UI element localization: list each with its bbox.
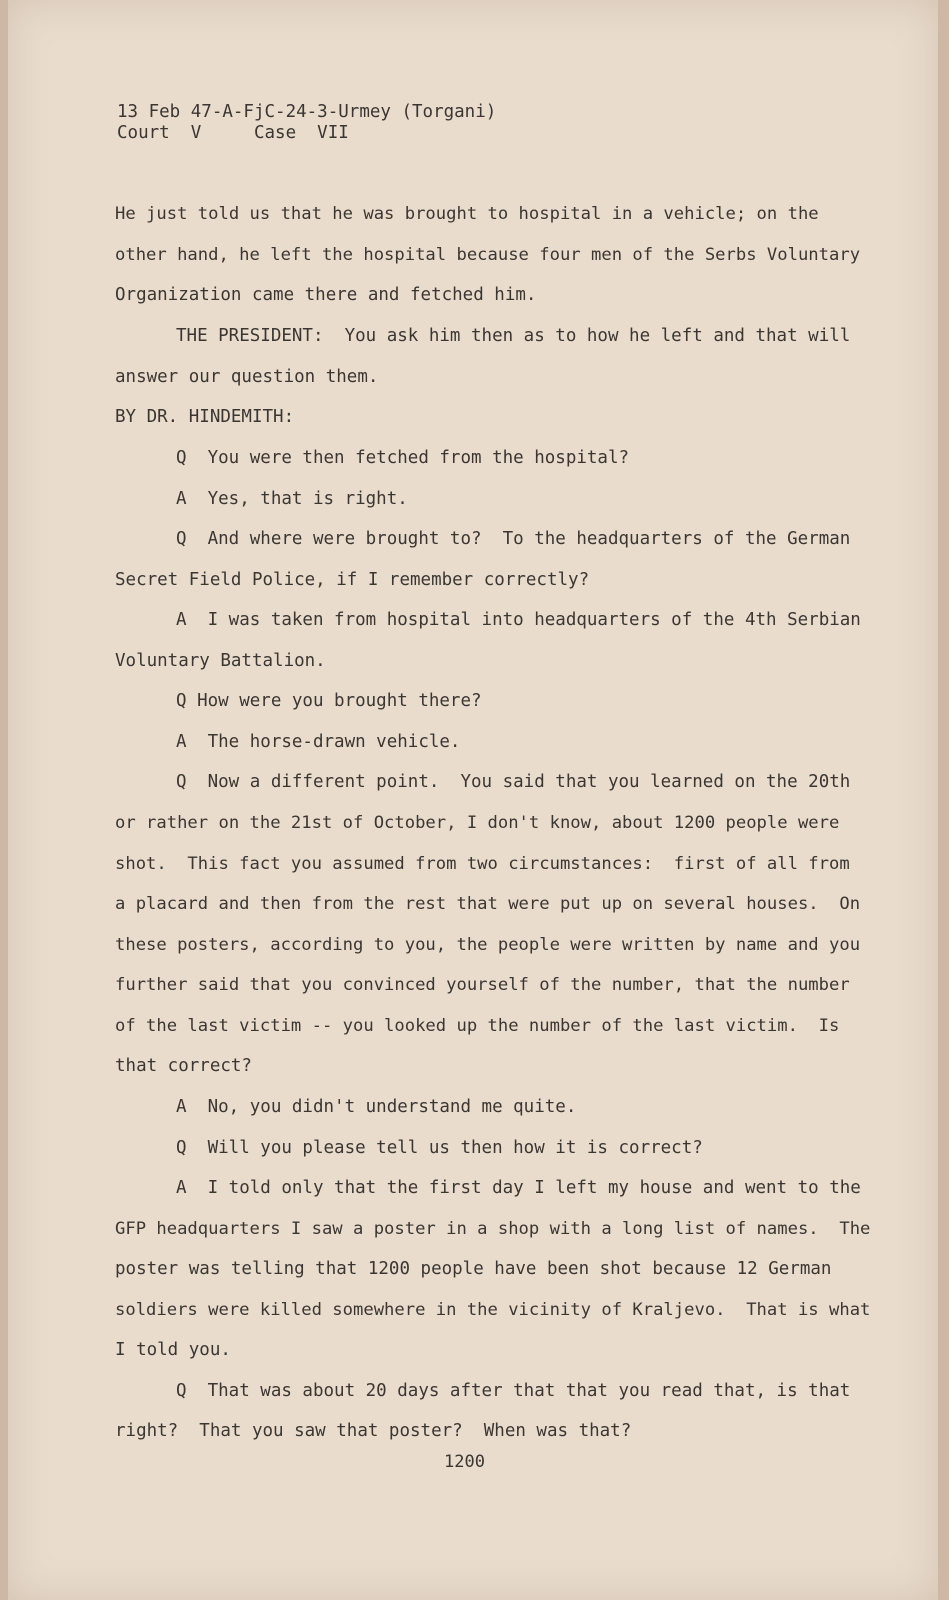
transcript-line: or rather on the 21st of October, I don't know, about 1200 people were (115, 813, 840, 833)
transcript-line: He just told us that he was brought to hospital in a vehicle; on the (115, 204, 819, 224)
transcript-line: other hand, he left the hospital because four men of the Serbs Voluntary (115, 245, 861, 265)
answer-line: A The horse-drawn vehicle. (176, 732, 461, 752)
answer-line: A I was taken from hospital into headquarters of the 4th Serbian (176, 610, 861, 630)
document-page (8, 0, 938, 1600)
speaker-heading: BY DR. HINDEMITH: (115, 407, 295, 427)
transcript-line: shot. This fact you assumed from two circumstances: first of all from (115, 854, 850, 874)
transcript-line: that correct? (115, 1056, 252, 1076)
page-number: 1200 (444, 1452, 485, 1472)
question-line: Q And where were brought to? To the headquarters of the German (176, 529, 851, 549)
transcript-line: of the last victim -- you looked up the number of the last victim. Is (115, 1016, 840, 1036)
transcript-line: Voluntary Battalion. (115, 651, 326, 671)
transcript-line: THE PRESIDENT: You ask him then as to how he left and that will (176, 326, 851, 346)
transcript-line: poster was telling that 1200 people have been shot because 12 German (115, 1259, 832, 1279)
question-line: Q How were you brought there? (176, 691, 482, 711)
transcript-line: right? That you saw that poster? When was that? (115, 1421, 632, 1441)
transcript-line: Organization came there and fetched him. (115, 285, 537, 305)
transcript-line: Secret Field Police, if I remember correctly? (115, 570, 590, 590)
transcript-line: GFP headquarters I saw a poster in a shop with a long list of names. The (115, 1219, 871, 1239)
answer-line: A Yes, that is right. (176, 489, 408, 509)
transcript-line: further said that you convinced yourself of the number, that the number (115, 975, 850, 995)
transcript-line: a placard and then from the rest that were put up on several houses. On (115, 894, 861, 914)
transcript-line: soldiers were killed somewhere in the vicinity of Kraljevo. That is what (115, 1300, 871, 1320)
question-line: Q That was about 20 days after that that you read that, is that (176, 1381, 851, 1401)
answer-line: A No, you didn't understand me quite. (176, 1097, 577, 1117)
header-line-date-reference: 13 Feb 47-A-FjC-24-3-Urmey (Torgani) (117, 102, 497, 122)
question-line: Q Now a different point. You said that you learned on the 20th (176, 772, 851, 792)
question-line: Q Will you please tell us then how it is correct? (176, 1138, 703, 1158)
transcript-line: these posters, according to you, the people were written by name and you (115, 935, 861, 955)
transcript-line: answer our question them. (115, 367, 379, 387)
transcript-line: I told you. (115, 1340, 231, 1360)
answer-line: A I told only that the first day I left my house and went to the (176, 1178, 861, 1198)
question-line: Q You were then fetched from the hospital? (176, 448, 630, 468)
header-line-court-case: Court V Case VII (117, 123, 349, 143)
